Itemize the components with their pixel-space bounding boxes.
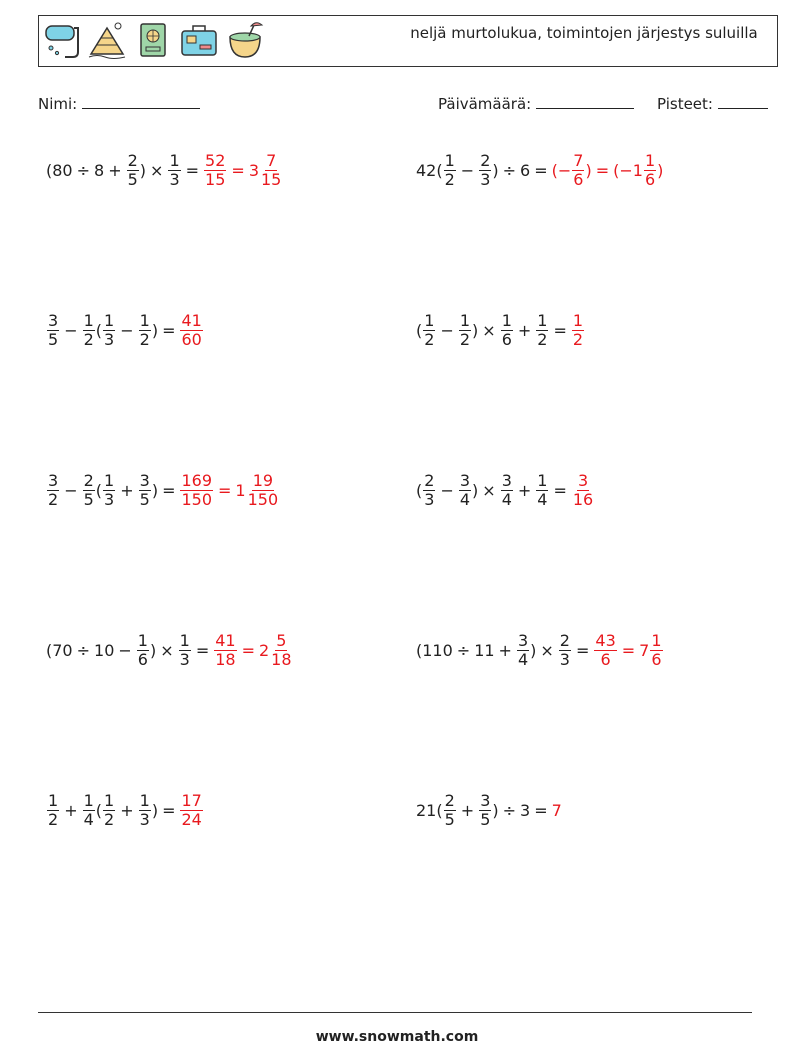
fraction — [479, 152, 491, 189]
fraction — [501, 472, 513, 509]
expression-text: ) — [492, 800, 499, 820]
operator: = — [553, 320, 567, 340]
denominator: 3 — [104, 329, 115, 349]
denominator: 150 — [181, 489, 213, 509]
denominator: 2 — [139, 329, 150, 349]
operator: ÷ — [502, 160, 517, 180]
name-label: Nimi: — [38, 95, 78, 113]
answer-text: 1 — [235, 480, 246, 500]
answer-text: (−1 — [613, 160, 643, 180]
expression-text: ( — [95, 480, 103, 500]
expression-text: (70 — [46, 640, 73, 660]
answer-fraction — [572, 472, 594, 509]
answer-text: (− — [551, 160, 572, 180]
fraction — [459, 312, 471, 349]
operator: − — [64, 320, 78, 340]
numerator: 169 — [181, 470, 213, 490]
numerator: 3 — [501, 470, 512, 490]
operator: − — [64, 480, 78, 500]
numerator: 3 — [48, 470, 59, 490]
denominator: 6 — [651, 649, 662, 669]
expression-text: ) — [151, 480, 159, 500]
numerator: 1 — [651, 630, 662, 650]
operator: ÷ — [76, 640, 91, 660]
denominator: 6 — [137, 649, 148, 669]
denominator: 60 — [181, 329, 202, 349]
denominator: 15 — [261, 169, 282, 189]
date-label: Päivämäärä: — [438, 95, 532, 113]
answer-operator: = — [595, 160, 610, 180]
fraction — [139, 472, 151, 509]
numerator: 2 — [559, 630, 570, 650]
numerator: 1 — [424, 310, 435, 330]
answer-fraction — [204, 152, 226, 189]
operator: + — [108, 160, 122, 180]
expression-text: ( — [95, 800, 103, 820]
answer-fraction — [180, 472, 213, 509]
expression-text: 8 — [94, 160, 105, 180]
numerator: 2 — [424, 470, 435, 490]
numerator: 1 — [179, 630, 190, 650]
operator: × — [540, 640, 554, 660]
operator: + — [517, 480, 532, 500]
answer-fraction — [214, 632, 236, 669]
answer-fraction — [572, 152, 584, 189]
problem-8 — [416, 620, 664, 680]
operator: = — [162, 480, 176, 500]
denominator: 6 — [644, 169, 656, 189]
numerator: 3 — [577, 470, 589, 490]
problem-10 — [416, 780, 562, 840]
fraction — [47, 472, 59, 509]
fraction — [83, 472, 95, 509]
expression-text: ( — [95, 320, 103, 340]
expression-text: 3 — [520, 800, 531, 820]
numerator: 3 — [517, 630, 529, 650]
operator: − — [460, 160, 475, 180]
answer-fraction — [644, 152, 656, 189]
expression-text: ) — [530, 640, 537, 660]
numerator: 3 — [459, 470, 471, 490]
answer-text: 7 — [551, 800, 562, 820]
denominator: 3 — [559, 649, 570, 669]
numerator: 7 — [266, 150, 277, 170]
denominator: 4 — [517, 649, 529, 669]
fraction — [83, 312, 95, 349]
numerator: 1 — [104, 790, 115, 810]
operator: = — [575, 640, 590, 660]
denominator: 5 — [480, 809, 491, 829]
operator: = — [185, 160, 200, 180]
numerator: 41 — [215, 630, 236, 650]
denominator: 2 — [572, 329, 584, 349]
numerator: 1 — [501, 310, 512, 330]
denominator: 16 — [572, 489, 594, 509]
fraction — [103, 792, 115, 829]
operator: − — [440, 480, 454, 500]
denominator: 2 — [48, 489, 59, 509]
numerator: 1 — [139, 310, 150, 330]
denominator: 5 — [139, 489, 150, 509]
operator: = — [195, 640, 210, 660]
operator: + — [64, 800, 78, 820]
numerator: 1 — [139, 790, 150, 810]
expression-text: 10 — [94, 640, 115, 660]
numerator: 3 — [48, 310, 59, 330]
expression-text: ) — [149, 640, 157, 660]
denominator: 6 — [600, 649, 611, 669]
operator: + — [120, 800, 134, 820]
operator: + — [460, 800, 475, 820]
fraction — [47, 312, 59, 349]
expression-text: ) — [151, 320, 159, 340]
footer-url: www.snowmath.com — [315, 1029, 479, 1045]
fraction — [479, 792, 491, 829]
answer-fraction — [260, 152, 282, 189]
numerator: 3 — [139, 470, 150, 490]
numerator: 1 — [572, 310, 584, 330]
denominator: 3 — [139, 809, 150, 829]
numerator: 1 — [537, 470, 548, 490]
answer-fraction — [180, 792, 202, 829]
denominator: 3 — [169, 169, 180, 189]
operator: × — [150, 160, 164, 180]
denominator: 2 — [444, 169, 455, 189]
answer-fraction — [650, 632, 662, 669]
denominator: 6 — [573, 169, 584, 189]
denominator: 2 — [48, 809, 59, 829]
numerator: 7 — [573, 150, 584, 170]
denominator: 4 — [459, 489, 471, 509]
answer-operator: = — [231, 160, 245, 180]
denominator: 3 — [480, 169, 491, 189]
numerator: 1 — [644, 150, 656, 170]
problem-3 — [46, 300, 204, 360]
numerator: 19 — [252, 470, 274, 490]
fraction — [139, 792, 151, 829]
fraction — [423, 472, 435, 509]
numerator: 2 — [444, 790, 455, 810]
denominator: 6 — [501, 329, 512, 349]
operator: + — [120, 480, 134, 500]
fraction — [47, 792, 59, 829]
denominator: 18 — [215, 649, 236, 669]
denominator: 2 — [459, 329, 471, 349]
numerator: 2 — [83, 470, 94, 490]
problem-1 — [46, 140, 283, 200]
fraction — [559, 632, 571, 669]
denominator: 2 — [424, 329, 435, 349]
operator: − — [120, 320, 134, 340]
fraction — [517, 632, 529, 669]
numerator: 1 — [83, 310, 94, 330]
answer-operator: = — [241, 640, 255, 660]
operator: × — [482, 480, 496, 500]
numerator: 1 — [459, 310, 471, 330]
operator: × — [160, 640, 174, 660]
expression-text: 6 — [520, 160, 531, 180]
numerator: 1 — [537, 310, 548, 330]
denominator: 18 — [271, 649, 292, 669]
denominator: 4 — [83, 809, 94, 829]
fraction — [168, 152, 180, 189]
operator: − — [118, 640, 132, 660]
answer-text: 7 — [639, 640, 650, 660]
fraction — [459, 472, 471, 509]
expression-text: ) — [139, 160, 147, 180]
numerator: 1 — [137, 630, 148, 650]
expression-text: 21( — [416, 800, 443, 820]
numerator: 2 — [127, 150, 138, 170]
denominator: 3 — [179, 649, 190, 669]
fraction — [103, 472, 115, 509]
operator: + — [498, 640, 512, 660]
expression-text: ) — [472, 320, 479, 340]
fraction — [423, 312, 435, 349]
fraction — [83, 792, 95, 829]
numerator: 1 — [104, 310, 115, 330]
numerator: 2 — [480, 150, 491, 170]
fraction — [444, 792, 456, 829]
answer-text: 2 — [258, 640, 270, 660]
operator: ÷ — [456, 640, 471, 660]
operator: = — [534, 160, 548, 180]
problem-4 — [416, 300, 585, 360]
expression-text: ( — [416, 480, 423, 500]
denominator: 4 — [537, 489, 548, 509]
denominator: 3 — [424, 489, 435, 509]
worksheet-title: neljä murtolukua, toimintojen järjestys suluilla — [410, 24, 758, 42]
fraction — [536, 312, 548, 349]
answer-fraction — [180, 312, 202, 349]
numerator: 5 — [276, 630, 287, 650]
denominator: 15 — [205, 169, 226, 189]
answer-fraction — [572, 312, 584, 349]
denominator: 150 — [247, 489, 279, 509]
problem-5 — [46, 460, 280, 520]
numerator: 17 — [181, 790, 202, 810]
denominator: 5 — [48, 329, 59, 349]
operator: + — [517, 320, 532, 340]
answer-fraction — [270, 632, 292, 669]
problem-2 — [416, 140, 663, 200]
score-label: Pisteet: — [657, 95, 713, 113]
numerator: 1 — [104, 470, 115, 490]
numerator: 1 — [83, 790, 94, 810]
operator: ÷ — [76, 160, 91, 180]
denominator: 24 — [181, 809, 202, 829]
answer-fraction — [594, 632, 616, 669]
denominator: 3 — [104, 489, 115, 509]
operator: = — [534, 800, 548, 820]
expression-text: ) — [151, 800, 159, 820]
answer-operator: = — [621, 640, 636, 660]
operator: − — [440, 320, 454, 340]
denominator: 2 — [104, 809, 115, 829]
expression-text: ) — [492, 160, 499, 180]
numerator: 41 — [181, 310, 202, 330]
answer-text: ) — [657, 160, 664, 180]
problem-9 — [46, 780, 204, 840]
operator: = — [553, 480, 567, 500]
operator: × — [482, 320, 496, 340]
operator: = — [162, 800, 176, 820]
problem-6 — [416, 460, 595, 520]
fraction — [179, 632, 191, 669]
operator: ÷ — [502, 800, 517, 820]
fraction — [501, 312, 513, 349]
expression-text: ) — [472, 480, 479, 500]
expression-text: ( — [416, 320, 423, 340]
numerator: 1 — [169, 150, 180, 170]
denominator: 5 — [83, 489, 94, 509]
fraction — [536, 472, 548, 509]
numerator: 3 — [480, 790, 491, 810]
numerator: 52 — [205, 150, 226, 170]
denominator: 2 — [537, 329, 548, 349]
operator: = — [162, 320, 176, 340]
fraction — [139, 312, 151, 349]
denominator: 5 — [444, 809, 455, 829]
numerator: 43 — [595, 630, 616, 650]
expression-text: (110 — [416, 640, 453, 660]
fraction — [127, 152, 139, 189]
fraction — [137, 632, 149, 669]
numerator: 1 — [444, 150, 455, 170]
expression-text: 11 — [474, 640, 495, 660]
denominator: 2 — [83, 329, 94, 349]
fraction — [444, 152, 456, 189]
numerator: 1 — [48, 790, 59, 810]
problem-7 — [46, 620, 294, 680]
answer-text: 3 — [248, 160, 259, 180]
fraction — [103, 312, 115, 349]
expression-text: 42( — [416, 160, 443, 180]
answer-operator: = — [218, 480, 232, 500]
expression-text: (80 — [46, 160, 73, 180]
footer-divider — [38, 1012, 752, 1013]
answer-text: ) — [585, 160, 592, 180]
denominator: 5 — [127, 169, 138, 189]
denominator: 4 — [501, 489, 512, 509]
answer-fraction — [247, 472, 280, 509]
